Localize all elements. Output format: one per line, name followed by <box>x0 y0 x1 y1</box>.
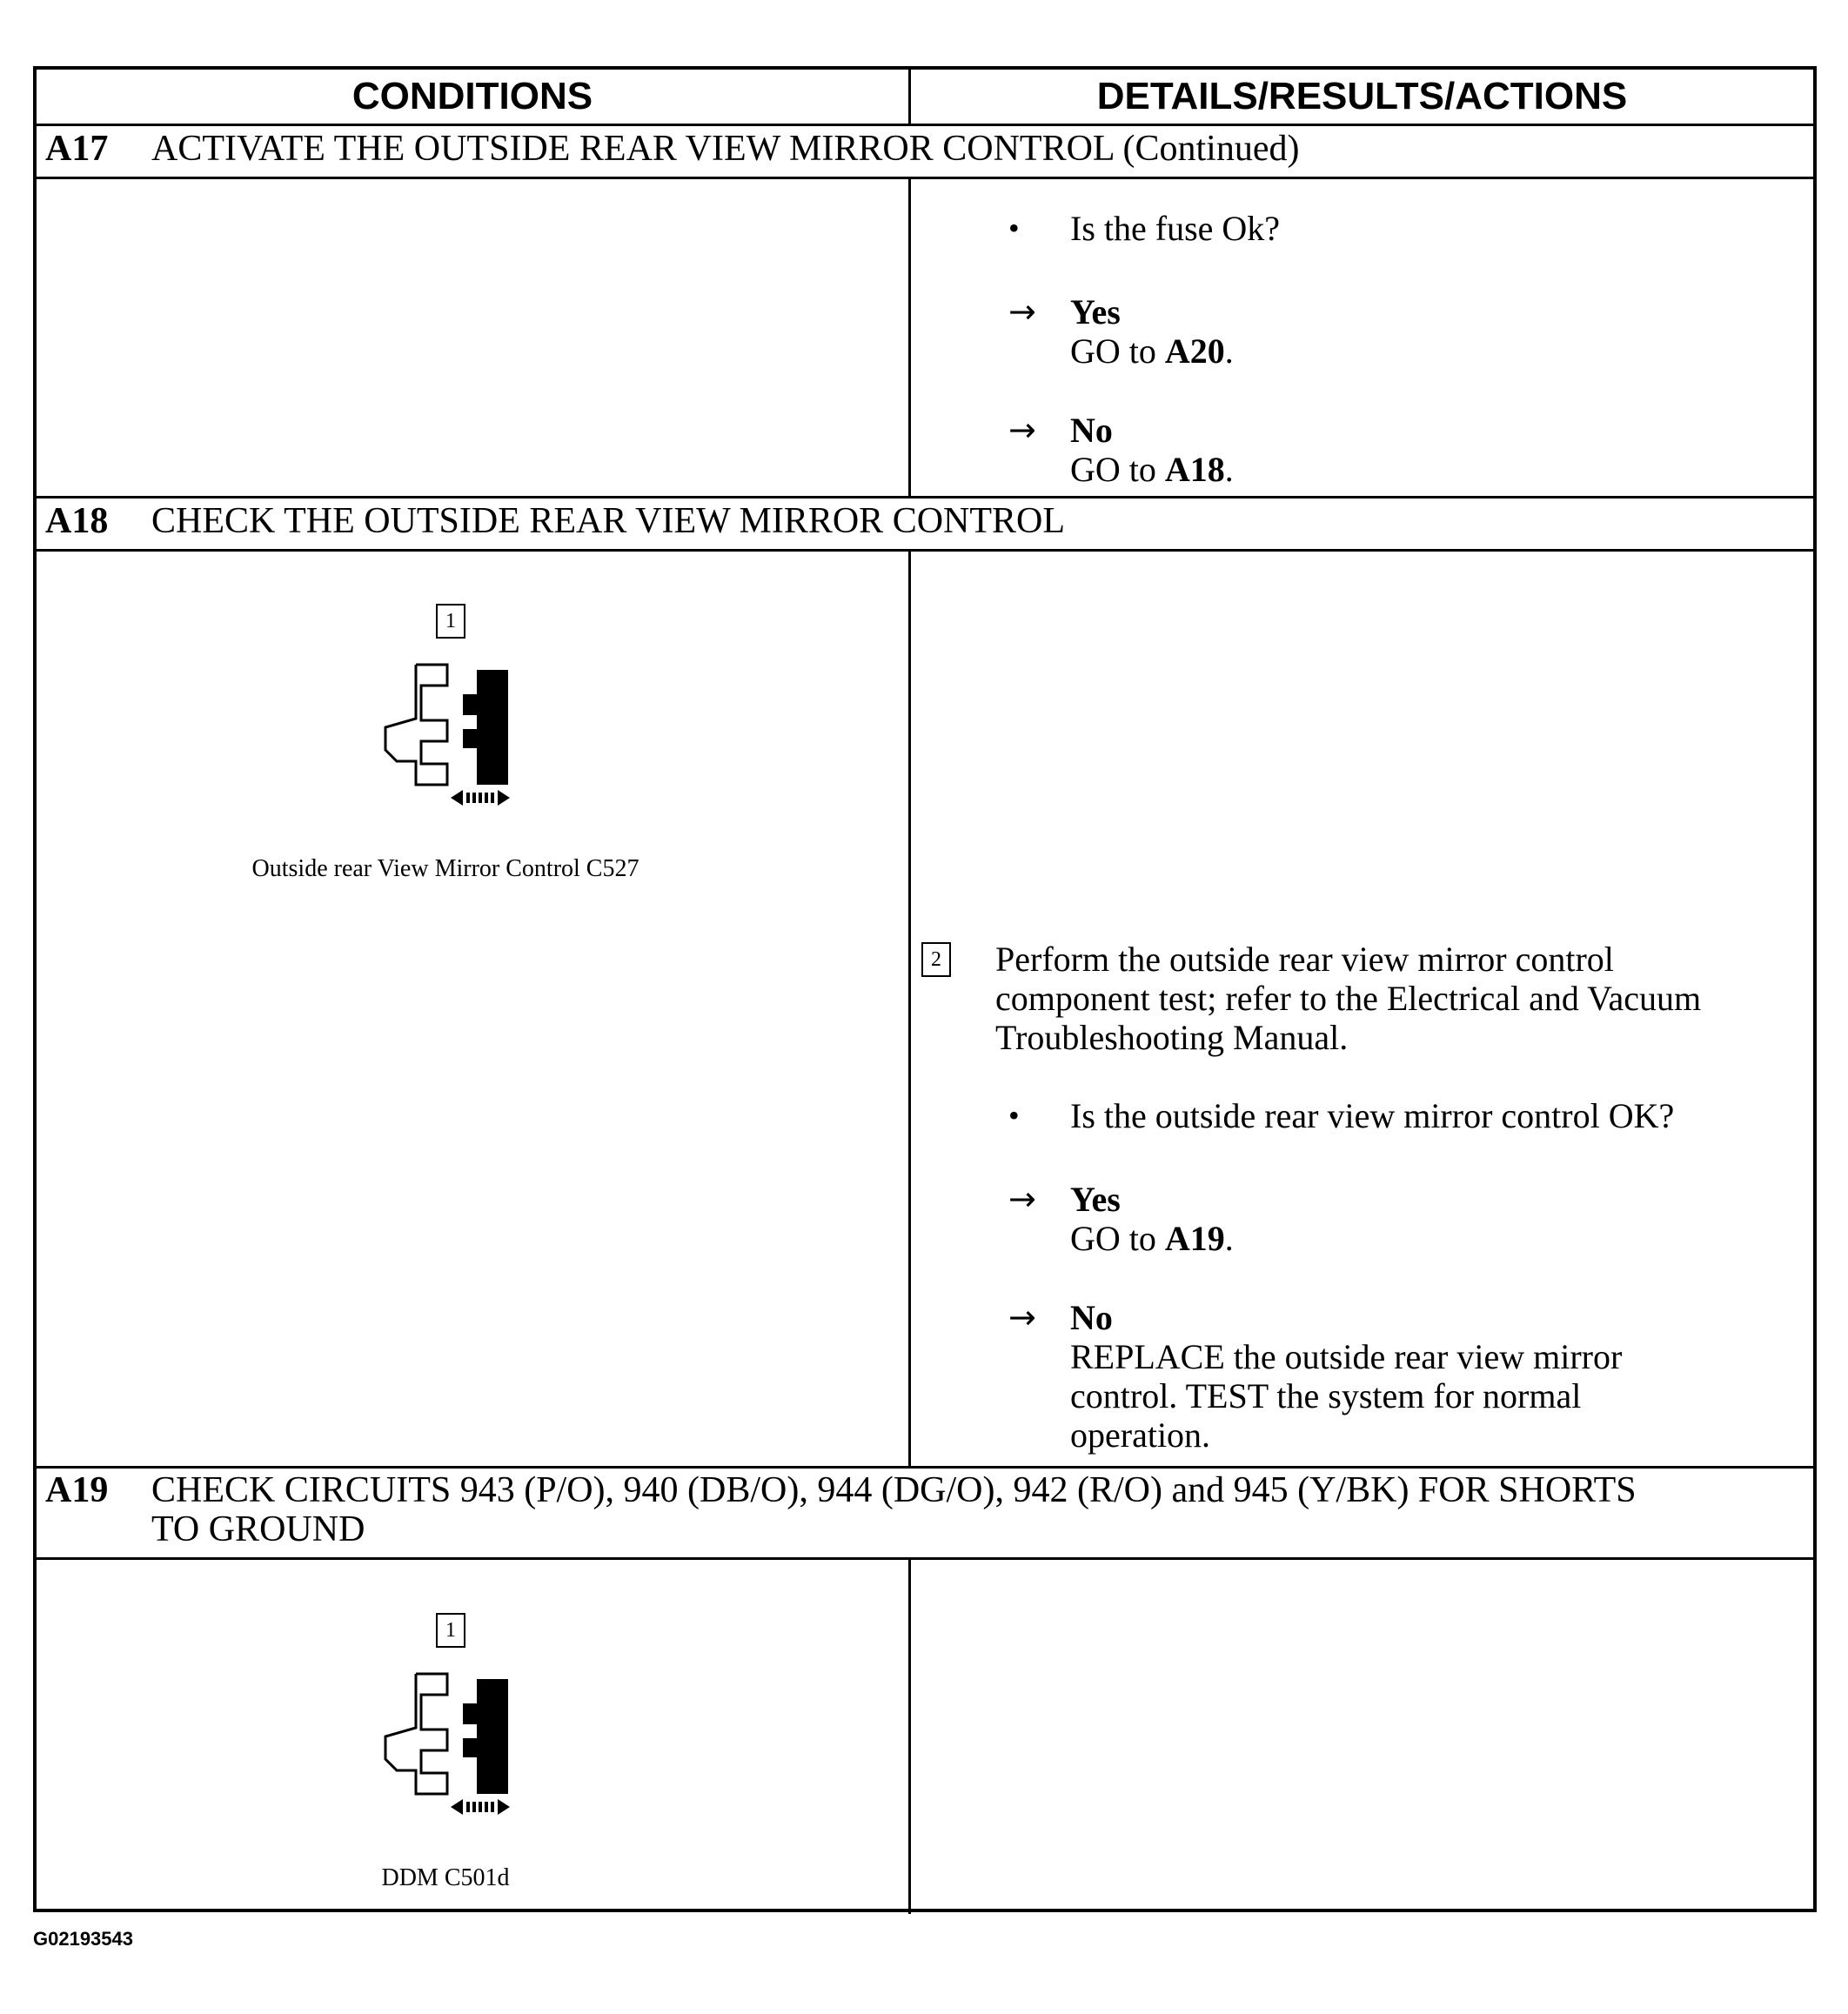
step-a19-id: A19 <box>45 1470 109 1510</box>
a18-no-line-2: control. TEST the system for normal <box>1070 1376 1582 1415</box>
column-divider <box>908 549 911 1469</box>
divider <box>37 549 1813 552</box>
figure-caption: DDM C501d <box>381 1864 510 1891</box>
figure-code: G02193543 <box>33 1928 133 1950</box>
a17-yes-period: . <box>1224 331 1234 371</box>
a18-yes-prefix: GO to <box>1070 1219 1165 1258</box>
a18-action-line-2: component test; refer to the Electrical and Vacuum <box>995 979 1702 1018</box>
divider <box>37 177 1813 179</box>
column-divider <box>908 394 911 498</box>
procedure-table <box>33 66 1817 1912</box>
column-divider <box>908 1557 911 1914</box>
a17-no-target: A18 <box>1164 450 1225 489</box>
figure-number-box: 1 <box>436 604 465 639</box>
step-a18-id: A18 <box>45 501 109 541</box>
a18-no-line-3: operation. <box>1070 1415 1211 1455</box>
arrow-icon: → <box>1008 1298 1036 1336</box>
a18-action-line-1: Perform the outside rear view mirror control <box>995 940 1614 979</box>
a17-yes-label: Yes <box>1070 292 1121 331</box>
divider <box>37 1466 1813 1469</box>
a18-no-line-1: REPLACE the outside rear view mirror <box>1070 1337 1623 1376</box>
step-a19-title-2: TO GROUND <box>151 1509 365 1549</box>
step-a18-title: CHECK THE OUTSIDE REAR VIEW MIRROR CONTROL <box>151 501 1066 541</box>
a17-no-period: . <box>1224 450 1234 489</box>
a17-yes-target: A20 <box>1164 331 1225 371</box>
a18-no-label: No <box>1070 1298 1113 1337</box>
a17-yes-prefix: GO to <box>1070 331 1165 371</box>
a17-no-action <box>1070 450 1234 489</box>
arrow-icon: → <box>1008 411 1036 449</box>
divider <box>37 496 1813 498</box>
connector-icon <box>372 661 555 818</box>
a18-action-line-3: Troubleshooting Manual. <box>995 1018 1349 1057</box>
step-a19-title-1: CHECK CIRCUITS 943 (P/O), 940 (DB/O), 944 (DG/O), 942 (R/O) and 945 (Y/BK) FOR SHORTS <box>151 1470 1637 1510</box>
a18-yes-target: A19 <box>1164 1219 1225 1258</box>
a18-yes-period: . <box>1224 1219 1234 1258</box>
details-header: DETAILS/RESULTS/ACTIONS <box>1096 75 1628 117</box>
figure-number-box: 1 <box>436 1613 465 1648</box>
arrow-icon: → <box>1008 292 1036 331</box>
bullet: • <box>1008 1098 1020 1133</box>
divider <box>37 124 1813 126</box>
a18-yes-label: Yes <box>1070 1180 1121 1219</box>
connector-icon <box>372 1670 555 1827</box>
a18-question: Is the outside rear view mirror control OK? <box>1070 1096 1675 1135</box>
a17-no-prefix: GO to <box>1070 450 1165 489</box>
bullet: • <box>1008 211 1020 245</box>
a17-yes-action <box>1070 331 1234 371</box>
action-number-box: 2 <box>921 942 951 977</box>
step-a17-title: ACTIVATE THE OUTSIDE REAR VIEW MIRROR CONTROL (Continued) <box>151 129 1300 169</box>
divider <box>37 1557 1813 1560</box>
a18-yes-action <box>1070 1219 1234 1258</box>
column-divider <box>908 177 911 394</box>
figure-caption: Outside rear View Mirror Control C527 <box>251 855 639 882</box>
a17-no-label: No <box>1070 411 1113 450</box>
column-divider <box>908 66 911 124</box>
conditions-header: CONDITIONS <box>352 75 593 117</box>
a17-question: Is the fuse Ok? <box>1070 209 1281 248</box>
arrow-icon: → <box>1008 1180 1036 1218</box>
step-a17-id: A17 <box>45 129 109 169</box>
